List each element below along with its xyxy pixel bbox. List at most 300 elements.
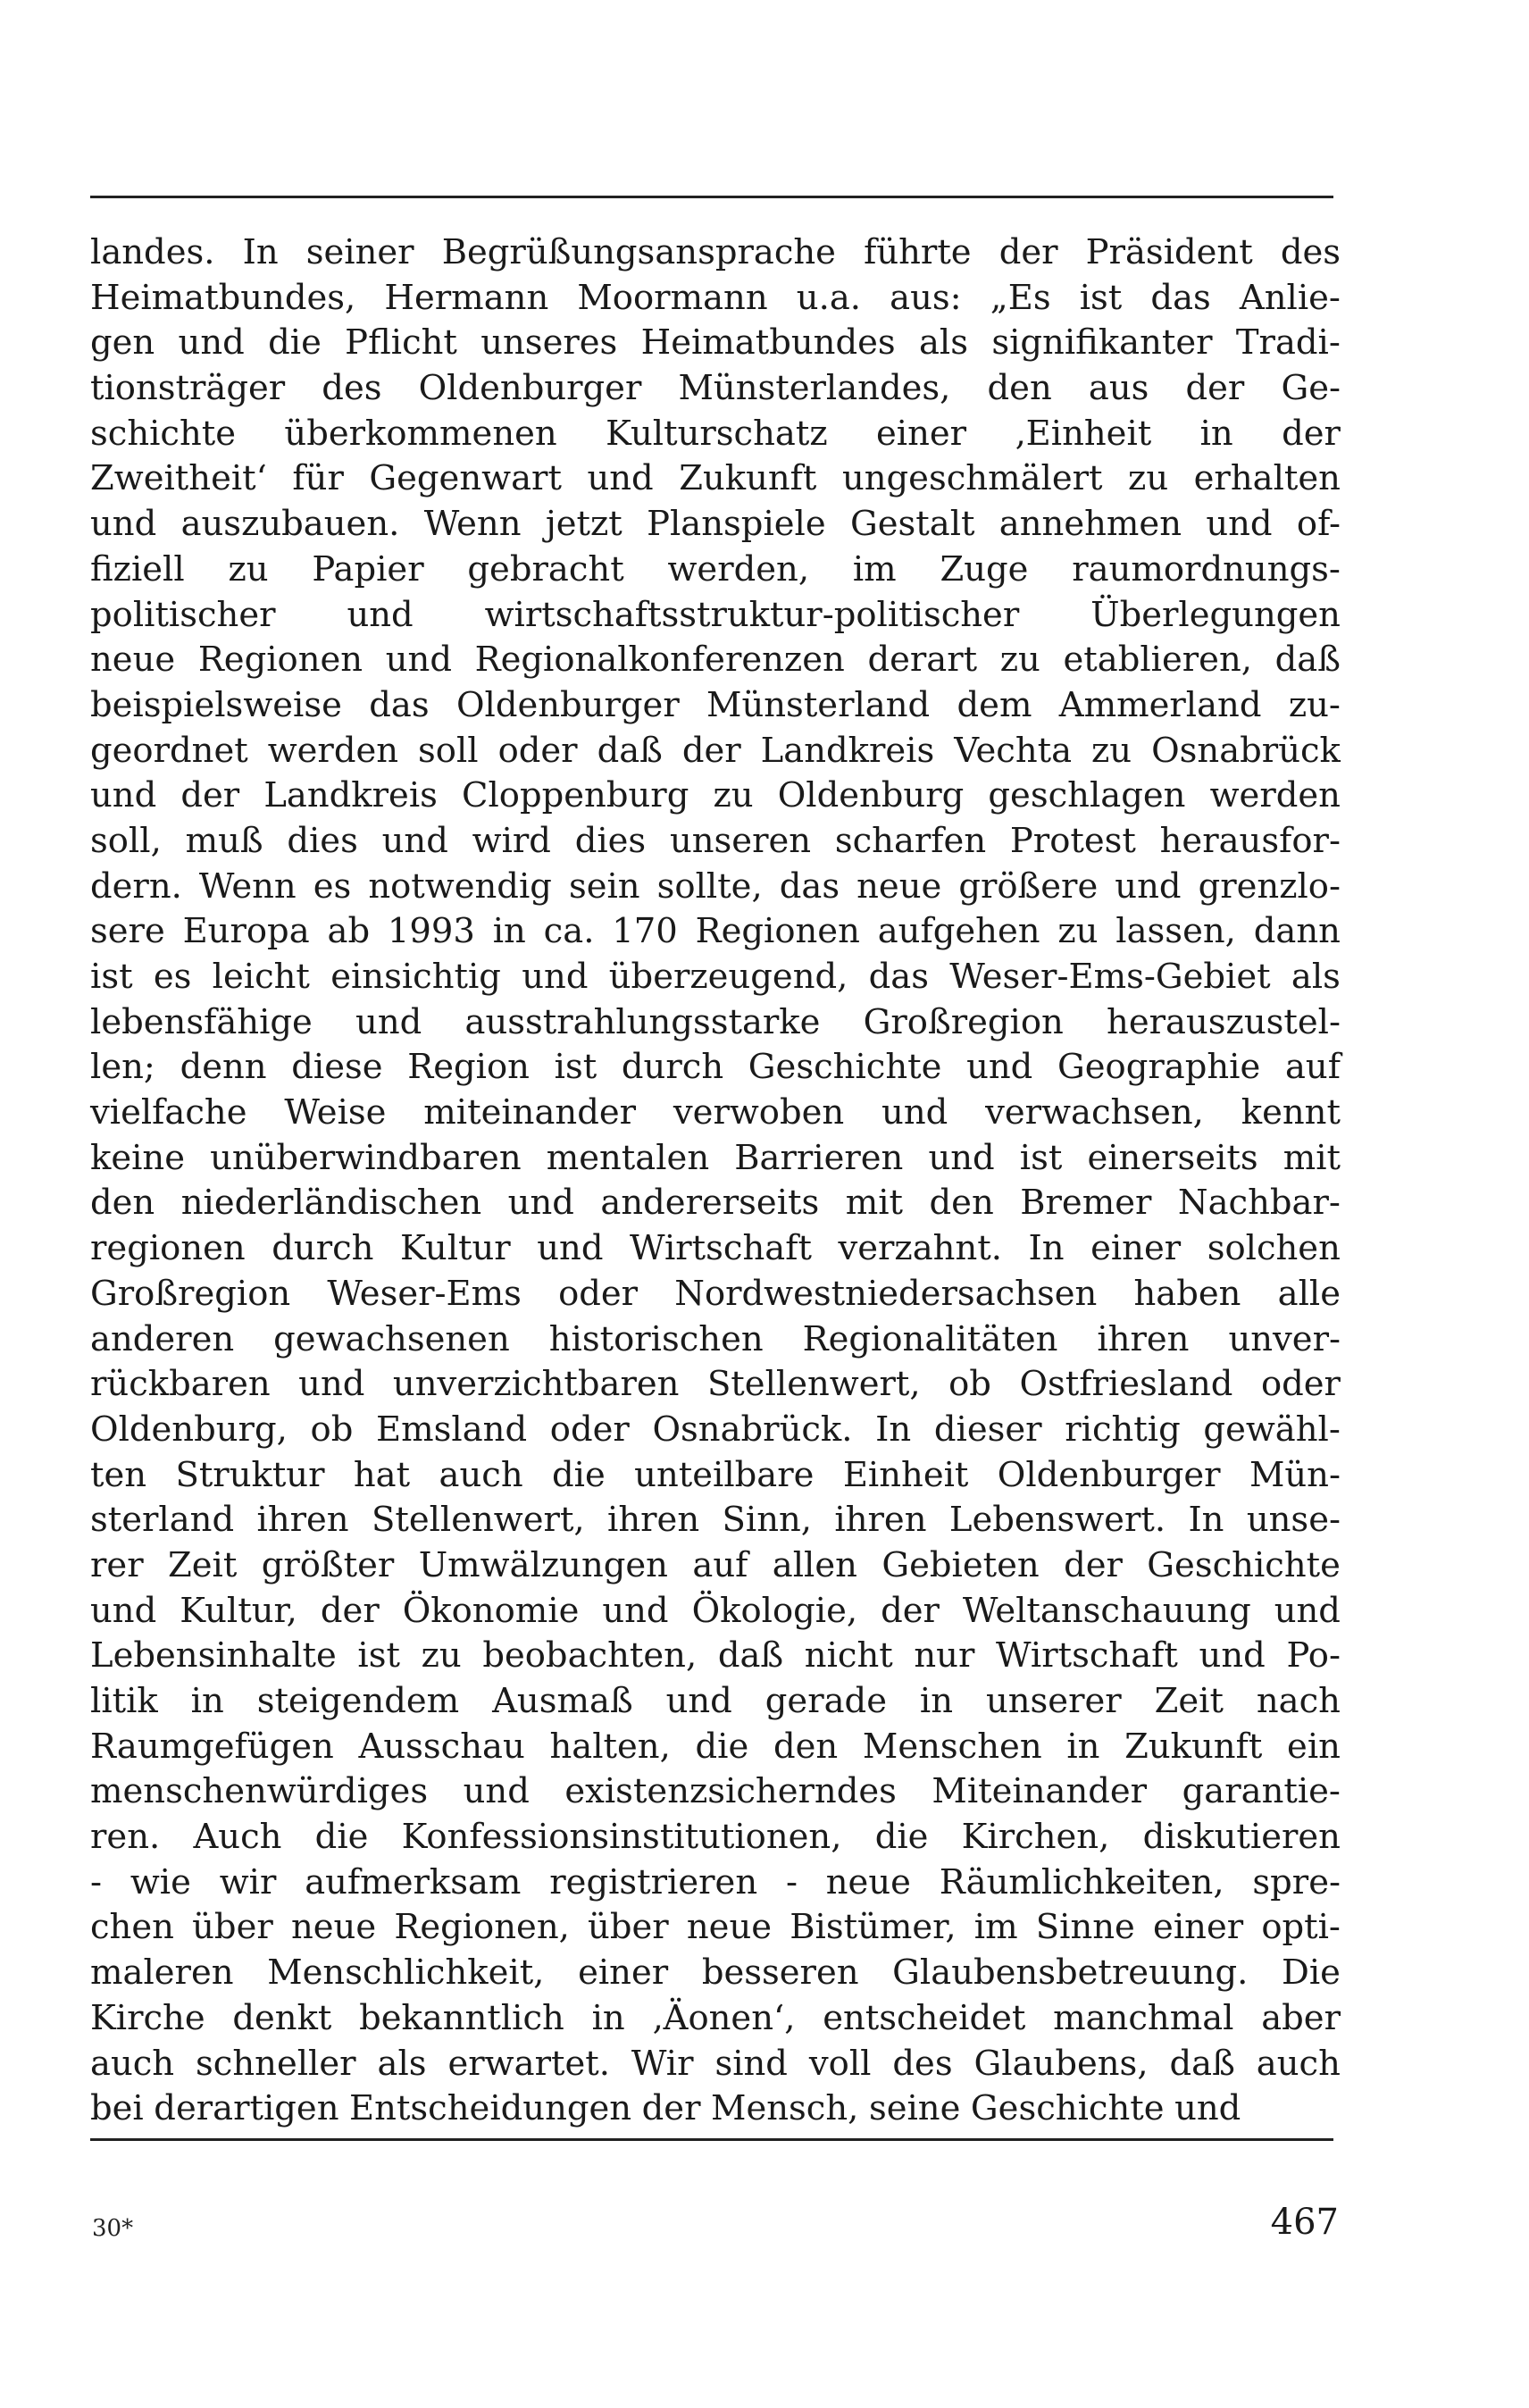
word: als [918, 322, 968, 364]
word: soll, [90, 820, 162, 861]
word: wie [130, 1861, 191, 1902]
word: und [355, 1001, 422, 1042]
word: keine [90, 1137, 186, 1178]
word: Osnabrück. [652, 1409, 853, 1450]
word: daß [717, 1635, 784, 1676]
word: verwoben [673, 1092, 845, 1133]
word: Kultur, [180, 1590, 297, 1631]
word: und [1115, 865, 1182, 907]
word: opti- [1261, 1907, 1341, 1948]
word: Kultur [400, 1228, 511, 1269]
word: lebensfähige [90, 1001, 313, 1042]
word: ausstrahlungsstarke [464, 1001, 821, 1042]
word: auch [90, 2043, 175, 2084]
word: Oldenburger [455, 684, 680, 725]
word: und [966, 1047, 1033, 1088]
word: diskutieren [1142, 1817, 1341, 1858]
word: gebracht [467, 548, 624, 589]
word: Menschlichkeit, [267, 1952, 545, 1994]
word: kennt [1241, 1092, 1341, 1133]
word: aufmerksam [305, 1861, 522, 1902]
text-line [90, 548, 1341, 593]
word: vielfache [90, 1092, 247, 1133]
word: bei [90, 2088, 144, 2129]
word: 1993 [387, 911, 475, 952]
word: - [90, 1861, 103, 1902]
text-line [90, 1951, 1341, 1996]
word: und [178, 322, 245, 364]
word: gewähl- [1203, 1409, 1341, 1450]
word: maleren [90, 1952, 234, 1994]
word: Regionalitäten [802, 1318, 1058, 1359]
word: raumordnungs- [1072, 548, 1341, 589]
word: mentalen [546, 1137, 710, 1178]
word: das [868, 957, 930, 997]
word: existenzsicherndes [564, 1771, 897, 1812]
word: regionen [90, 1228, 246, 1269]
text-line [90, 2042, 1341, 2087]
word: und [347, 594, 414, 635]
word: erwartet. [447, 2043, 610, 2084]
word: im [973, 1907, 1018, 1948]
word: geordnet [90, 730, 248, 771]
word: des [892, 2043, 953, 2084]
word: werden [267, 730, 399, 771]
word: Miteinander [932, 1771, 1148, 1812]
word: werden [1209, 775, 1341, 816]
word: registrieren [549, 1861, 758, 1902]
word: ist [1079, 277, 1123, 318]
text-line [90, 321, 1341, 366]
word: oder [549, 1409, 630, 1450]
word: und [90, 504, 157, 545]
word: ‚Äonen‘, [652, 1997, 796, 2038]
word: ‚Einheit [1015, 413, 1152, 454]
word: wir [219, 1861, 277, 1902]
word: neue [686, 1907, 773, 1948]
word: Kulturschatz [606, 413, 828, 454]
word: - [785, 1861, 798, 1902]
word: Heimatbundes, [90, 277, 356, 318]
word: Ökologie, [691, 1590, 858, 1631]
text-line [90, 1000, 1341, 1046]
word: neue [856, 865, 942, 907]
word: sterland [90, 1500, 235, 1541]
word: dies [287, 820, 358, 861]
word: oder [1260, 1364, 1341, 1405]
word: etablieren, [1063, 640, 1252, 681]
word: der [1282, 413, 1341, 454]
text-line [90, 1905, 1341, 1951]
text-line [90, 456, 1341, 502]
word: Tradi- [1235, 322, 1341, 364]
word: Zeit [1154, 1681, 1224, 1721]
text-line [90, 1408, 1341, 1453]
word: unver- [1228, 1318, 1341, 1359]
word: neue [290, 1907, 377, 1948]
word: und [537, 1228, 604, 1269]
text-line [90, 1815, 1341, 1860]
word: Ge- [1281, 368, 1341, 409]
word: einer [1153, 1907, 1244, 1948]
word: auf [1284, 1047, 1341, 1088]
word: Gegenwart [369, 458, 562, 499]
word: in [190, 1681, 224, 1721]
text-line [90, 1272, 1341, 1317]
word: über [192, 1907, 273, 1948]
word: Großregion [863, 1001, 1064, 1042]
text-line [90, 1091, 1341, 1136]
word: niederländischen [180, 1183, 482, 1224]
word: seiner [305, 232, 414, 272]
text-line [90, 502, 1341, 548]
word: Region [407, 1047, 530, 1088]
text-line [90, 683, 1341, 729]
word: Regionen, [394, 1907, 570, 1948]
word: In [1188, 1500, 1224, 1541]
word: manchmal [1053, 1997, 1234, 2038]
text-line [90, 1045, 1341, 1091]
word: Menschen [862, 1726, 1042, 1767]
word: ren. [90, 1817, 161, 1858]
word: den [929, 1183, 994, 1224]
word: aufgehen [877, 911, 1040, 952]
word: beobachten, [482, 1635, 698, 1676]
word: soll [418, 730, 479, 771]
word: und [1206, 504, 1273, 545]
word: daß [1274, 640, 1341, 681]
word: Die [1281, 1952, 1341, 1994]
word: In [875, 1409, 912, 1450]
word: andererseits [600, 1183, 820, 1224]
word: überkommenen [284, 413, 557, 454]
word: einer [1090, 1228, 1182, 1269]
word: sind [714, 2043, 788, 2084]
word: anderen [90, 1318, 235, 1359]
word: len; [90, 1047, 155, 1088]
word: signifikanter [991, 322, 1213, 364]
word: zu [421, 1635, 462, 1676]
word: sere [90, 911, 165, 952]
text-line [90, 276, 1341, 322]
word: ihren [1097, 1318, 1190, 1359]
text-line [90, 638, 1341, 683]
word: das [369, 684, 430, 725]
signature-mark: 30* [92, 2215, 134, 2242]
word: Umwälzungen [418, 1544, 668, 1585]
word: Entscheidungen [349, 2088, 632, 2129]
word: Oldenburger [418, 368, 642, 409]
word: es [313, 865, 352, 907]
word: tionsträger [90, 368, 286, 409]
text-line [90, 1498, 1341, 1543]
word: Lebenswert. [948, 1500, 1166, 1541]
word: garantie- [1182, 1771, 1341, 1812]
word: in [1199, 413, 1233, 454]
word: Oldenburg, [90, 1409, 288, 1450]
text-line [90, 1589, 1341, 1635]
word: einsichtig [330, 957, 501, 997]
word: in [1066, 1726, 1100, 1767]
word: rückbaren [90, 1364, 271, 1405]
word: und [507, 1183, 574, 1224]
word: ist [357, 1635, 400, 1676]
word: und [522, 957, 589, 997]
text-line [90, 1769, 1341, 1815]
word: für [292, 458, 344, 499]
word: solchen [1207, 1228, 1341, 1269]
word: Struktur [175, 1454, 325, 1495]
word: muß [185, 820, 263, 861]
word: die [874, 1817, 929, 1858]
word: im [852, 548, 897, 589]
word: Regionen [197, 640, 363, 681]
text-line [90, 1226, 1341, 1272]
word: überzeugend, [608, 957, 848, 997]
text-line [90, 593, 1341, 639]
word: zu- [1288, 684, 1341, 725]
word: miteinander [423, 1092, 637, 1133]
word: und [90, 775, 157, 816]
word: voll [808, 2043, 872, 2084]
text-line [90, 909, 1341, 955]
word: Protest [1009, 820, 1136, 861]
word: werden, [667, 548, 810, 589]
word: Weser-Ems [327, 1273, 522, 1314]
word: des [322, 368, 382, 409]
word: leicht [212, 957, 310, 997]
word: Mün- [1249, 1454, 1341, 1495]
word: annehmen [998, 504, 1182, 545]
word: ist [1019, 1137, 1063, 1178]
word: Oldenburg [777, 775, 965, 816]
text-line [90, 773, 1341, 819]
word: steigendem [256, 1681, 460, 1721]
word: Kirche [90, 1997, 205, 2038]
text-line [90, 1317, 1341, 1363]
text-line [90, 1543, 1341, 1589]
word: Räumlichkeiten, [939, 1861, 1224, 1902]
word: Ökonomie [402, 1590, 580, 1631]
word: als [377, 2043, 427, 2084]
word: alle [1277, 1273, 1341, 1314]
word: ten [90, 1454, 147, 1495]
word: dem [957, 684, 1032, 725]
word: Weise [284, 1092, 387, 1133]
word: denkt [232, 1997, 332, 2038]
text-line [90, 412, 1341, 457]
word: dann [1253, 911, 1341, 952]
word: unteilbare [634, 1454, 815, 1495]
word: menschenwürdiges [90, 1771, 429, 1812]
word: Landkreis [760, 730, 935, 771]
page-number: 467 [1270, 2202, 1339, 2243]
word: Einheit [842, 1454, 969, 1495]
word: schichte [90, 413, 237, 454]
word: die [552, 1454, 606, 1495]
word: größter [261, 1544, 395, 1585]
word: Zweitheit‘ [90, 458, 267, 499]
word: Cloppenburg [462, 775, 689, 816]
word: und [381, 820, 448, 861]
word: und [665, 1681, 732, 1721]
word: ob [948, 1364, 991, 1405]
word: ca. [543, 911, 595, 952]
word: fiziell [90, 548, 185, 589]
word: Lebensinhalte [90, 1635, 337, 1676]
word: litik [90, 1681, 158, 1721]
word: auch [439, 1454, 523, 1495]
word: Wir [631, 2043, 694, 2084]
word: rer [90, 1544, 144, 1585]
word: unserer [985, 1681, 1122, 1721]
text-line [90, 366, 1341, 412]
word: Weser-Ems-Gebiet [949, 957, 1271, 997]
top-rule [90, 196, 1333, 198]
word: Stellenwert, [706, 1364, 921, 1405]
word: spre- [1252, 1861, 1341, 1902]
word: wird [472, 820, 551, 861]
word: und [298, 1364, 365, 1405]
word: Glaubensbetreuung. [892, 1952, 1249, 1994]
word: chen [90, 1907, 174, 1948]
word: ist [554, 1047, 597, 1088]
word: zu [1057, 911, 1099, 952]
word: derartigen [154, 2088, 339, 2129]
word: Osnabrück [1151, 730, 1341, 771]
word: Ausschau [358, 1726, 525, 1767]
word: neue [825, 1861, 911, 1902]
word: entscheidet [823, 1997, 1026, 2038]
word: beispielsweise [90, 684, 342, 725]
word: of- [1296, 504, 1341, 545]
word: Geschichte [1147, 1544, 1341, 1585]
word: ab [327, 911, 371, 952]
word: der [998, 232, 1058, 272]
word: in [492, 911, 526, 952]
text-line [90, 1634, 1341, 1679]
word: dieser [933, 1409, 1042, 1450]
word: mit [1283, 1137, 1341, 1178]
word: Zukunft [1124, 1726, 1263, 1767]
word: lassen, [1115, 911, 1236, 952]
word: Heimatbundes [640, 322, 896, 364]
word: seine [868, 2088, 961, 2129]
word: Kirchen, [961, 1817, 1110, 1858]
word: ein [1287, 1726, 1341, 1767]
word: in [591, 1997, 625, 2038]
word: In [242, 232, 279, 272]
word: gerade [764, 1681, 887, 1721]
word: haben [1133, 1273, 1241, 1314]
word: Moormann [577, 277, 768, 318]
word: des [1280, 232, 1341, 272]
word: herausfor- [1159, 820, 1341, 861]
text-line [90, 1136, 1341, 1182]
word: der [1185, 368, 1245, 409]
word: der [1064, 1544, 1123, 1585]
word: Nordwestniedersachsen [674, 1273, 1098, 1314]
word: zu [713, 775, 754, 816]
word: hat [353, 1454, 411, 1495]
text-line [90, 1181, 1341, 1226]
word: Ammerland [1058, 684, 1262, 725]
word: und [587, 458, 654, 499]
word: Bistümer, [790, 1907, 957, 1948]
word: u.a. [796, 277, 862, 318]
word: Papier [312, 548, 424, 589]
word: Hermann [384, 277, 549, 318]
word: nur [914, 1635, 975, 1676]
word: richtig [1065, 1409, 1181, 1450]
word: Pflicht [345, 322, 457, 364]
word: dies [574, 820, 647, 861]
text-line [90, 1453, 1341, 1499]
word: allen [772, 1544, 857, 1585]
word: und [90, 1590, 157, 1631]
word: derart [867, 640, 978, 681]
word: über [588, 1907, 669, 1948]
word: geschlagen [988, 775, 1186, 816]
word: einer [578, 1952, 669, 1994]
word: schneller [196, 2043, 356, 2084]
word: Po- [1286, 1635, 1341, 1676]
word: nicht [804, 1635, 893, 1676]
word: erhalten [1193, 458, 1341, 499]
word: politischer [90, 594, 276, 635]
word: oder [497, 730, 578, 771]
word: ungeschmälert [841, 458, 1103, 499]
word: oder [558, 1273, 639, 1314]
word: Sinne [1035, 1907, 1135, 1948]
word: jetzt [545, 504, 622, 545]
text-line [90, 955, 1341, 1000]
word: unüberwindbaren [210, 1137, 522, 1178]
word: Gebieten [881, 1544, 1040, 1585]
word: Nachbar- [1177, 1183, 1341, 1224]
word: Geschichte [970, 2088, 1165, 2129]
word: landes. [90, 232, 215, 272]
word: ist [90, 957, 133, 997]
text-line [90, 1725, 1341, 1770]
word: Wenn [198, 865, 297, 907]
word: auszubauen. [180, 504, 400, 545]
word: Geographie [1057, 1047, 1261, 1088]
word: Raumgefügen [90, 1726, 334, 1767]
word: diese [291, 1047, 383, 1088]
word: unseren [669, 820, 812, 861]
word: „Es [990, 277, 1051, 318]
word: Zeit [167, 1544, 238, 1585]
word: Barrieren [734, 1137, 904, 1178]
word: den [90, 1183, 155, 1224]
word: und [1199, 1635, 1266, 1676]
word: daß [597, 730, 663, 771]
word: Ausmaß [492, 1681, 633, 1721]
word: dern. [90, 865, 182, 907]
word: ihren [256, 1500, 349, 1541]
word: und [1174, 2088, 1241, 2129]
word: Oldenburger [997, 1454, 1221, 1495]
word: scharfen [834, 820, 987, 861]
word: und [881, 1092, 948, 1133]
word: Gestalt [849, 504, 975, 545]
word: auf [692, 1544, 748, 1585]
word: der [881, 1590, 940, 1631]
text-line [90, 729, 1341, 774]
word: Zukunft [679, 458, 817, 499]
word: Konfessionsinstitutionen, [401, 1817, 842, 1858]
